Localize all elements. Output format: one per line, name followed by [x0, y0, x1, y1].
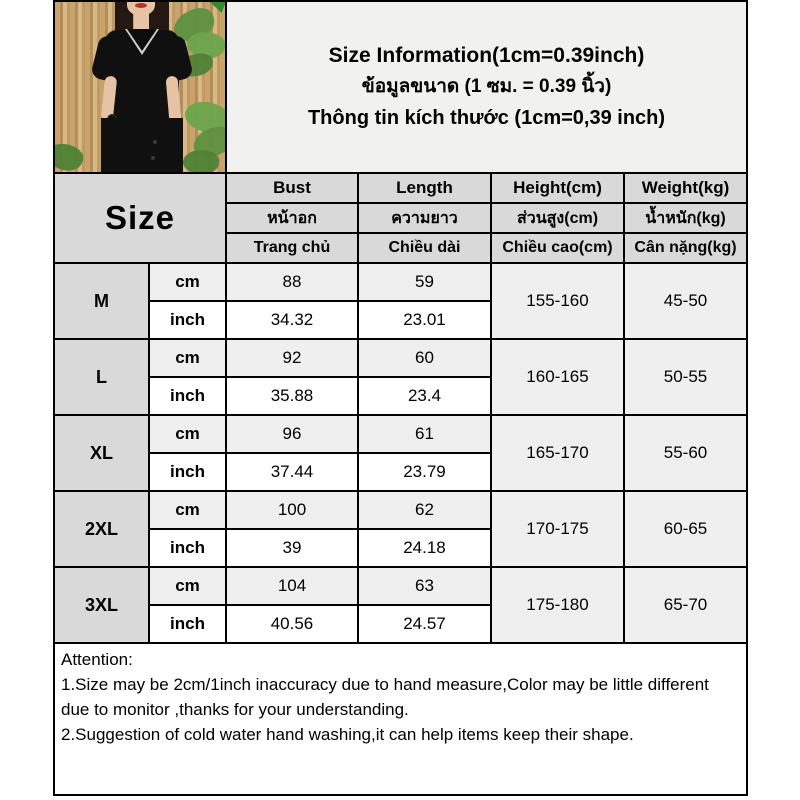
- unit-label-cm: cm: [149, 415, 226, 453]
- weight-value: 55-60: [624, 415, 747, 491]
- height-header-th: ส่วนสูง(cm): [491, 203, 624, 233]
- unit-label-inch: inch: [149, 605, 226, 643]
- height-value: 160-165: [491, 339, 624, 415]
- table-row-m-cm: [54, 263, 747, 301]
- product-photo: [55, 2, 225, 172]
- title-english: Size Information(1cm=0.39inch): [328, 44, 645, 67]
- size-header-cell: Size: [54, 173, 226, 263]
- product-photo-cell: [54, 1, 226, 173]
- length-cm-value: 61: [358, 415, 491, 453]
- unit-label-inch: inch: [149, 301, 226, 339]
- table-row-l-cm: [54, 339, 747, 377]
- bust-header-vi: Trang chủ: [226, 233, 358, 263]
- attention-note-2: 2.Suggestion of cold water hand washing,it can help items keep their shape.: [61, 725, 634, 744]
- bust-inch-value: 40.56: [226, 605, 358, 643]
- size-label-xl: XL: [54, 415, 149, 491]
- weight-value: 50-55: [624, 339, 747, 415]
- skirt-button: [153, 140, 157, 144]
- unit-label-inch: inch: [149, 453, 226, 491]
- weight-value: 60-65: [624, 491, 747, 567]
- length-cm-value: 63: [358, 567, 491, 605]
- title-block: [226, 1, 747, 173]
- bust-cm-value: 104: [226, 567, 358, 605]
- size-label-m: M: [54, 263, 149, 339]
- model-lips: [135, 3, 147, 8]
- length-cm-value: 59: [358, 263, 491, 301]
- size-information-table: [53, 0, 748, 796]
- height-value: 175-180: [491, 567, 624, 643]
- skirt-button: [151, 156, 155, 160]
- size-label-3xl: 3XL: [54, 567, 149, 643]
- length-header-en: Length: [358, 173, 491, 203]
- length-inch-value: 23.4: [358, 377, 491, 415]
- title-thai: ข้อมูลขนาด (1 ซม. = 0.39 นิ้ว): [361, 76, 612, 97]
- bust-cm-value: 100: [226, 491, 358, 529]
- bust-inch-value: 34.32: [226, 301, 358, 339]
- bust-header-th: หน้าอก: [226, 203, 358, 233]
- table-row-xl-cm: [54, 415, 747, 453]
- size-label-2xl: 2XL: [54, 491, 149, 567]
- length-header-vi: Chiều dài: [358, 233, 491, 263]
- attention-heading: Attention:: [61, 650, 133, 669]
- length-cm-value: 62: [358, 491, 491, 529]
- length-inch-value: 24.57: [358, 605, 491, 643]
- weight-value: 45-50: [624, 263, 747, 339]
- unit-label-cm: cm: [149, 491, 226, 529]
- length-inch-value: 23.79: [358, 453, 491, 491]
- table-row-2xl-cm: [54, 491, 747, 529]
- plant-leaf: [55, 138, 87, 172]
- bust-inch-value: 35.88: [226, 377, 358, 415]
- length-inch-value: 24.18: [358, 529, 491, 567]
- attention-note-1: 1.Size may be 2cm/1inch inaccuracy due to hand measure,Color may be little different due to monitor ,thanks for your understanding.: [61, 675, 709, 719]
- unit-label-cm: cm: [149, 567, 226, 605]
- green-corner-triangle: [210, 2, 225, 13]
- bust-cm-value: 92: [226, 339, 358, 377]
- attention-row: [54, 643, 747, 795]
- height-header-en: Height(cm): [491, 173, 624, 203]
- unit-label-cm: cm: [149, 263, 226, 301]
- table-row-3xl-cm: [54, 567, 747, 605]
- weight-value: 65-70: [624, 567, 747, 643]
- photo-title-row: [54, 1, 747, 173]
- bust-cm-value: 96: [226, 415, 358, 453]
- length-header-th: ความยาว: [358, 203, 491, 233]
- height-value: 155-160: [491, 263, 624, 339]
- title-vietnamese: Thông tin kích thước (1cm=0,39 inch): [307, 107, 666, 129]
- weight-header-en: Weight(kg): [624, 173, 747, 203]
- black-skirt: [101, 118, 183, 172]
- attention-block: [54, 643, 747, 795]
- height-header-vi: Chiều cao(cm): [491, 233, 624, 263]
- weight-header-vi: Cân nặng(kg): [624, 233, 747, 263]
- bust-inch-value: 39: [226, 529, 358, 567]
- length-inch-value: 23.01: [358, 301, 491, 339]
- length-cm-value: 60: [358, 339, 491, 377]
- height-value: 170-175: [491, 491, 624, 567]
- header-row-english: [54, 173, 747, 203]
- bust-header-en: Bust: [226, 173, 358, 203]
- bust-cm-value: 88: [226, 263, 358, 301]
- weight-header-th: น้ำหนัก(kg): [624, 203, 747, 233]
- unit-label-cm: cm: [149, 339, 226, 377]
- bust-inch-value: 37.44: [226, 453, 358, 491]
- unit-label-inch: inch: [149, 529, 226, 567]
- unit-label-inch: inch: [149, 377, 226, 415]
- size-label-l: L: [54, 339, 149, 415]
- height-value: 165-170: [491, 415, 624, 491]
